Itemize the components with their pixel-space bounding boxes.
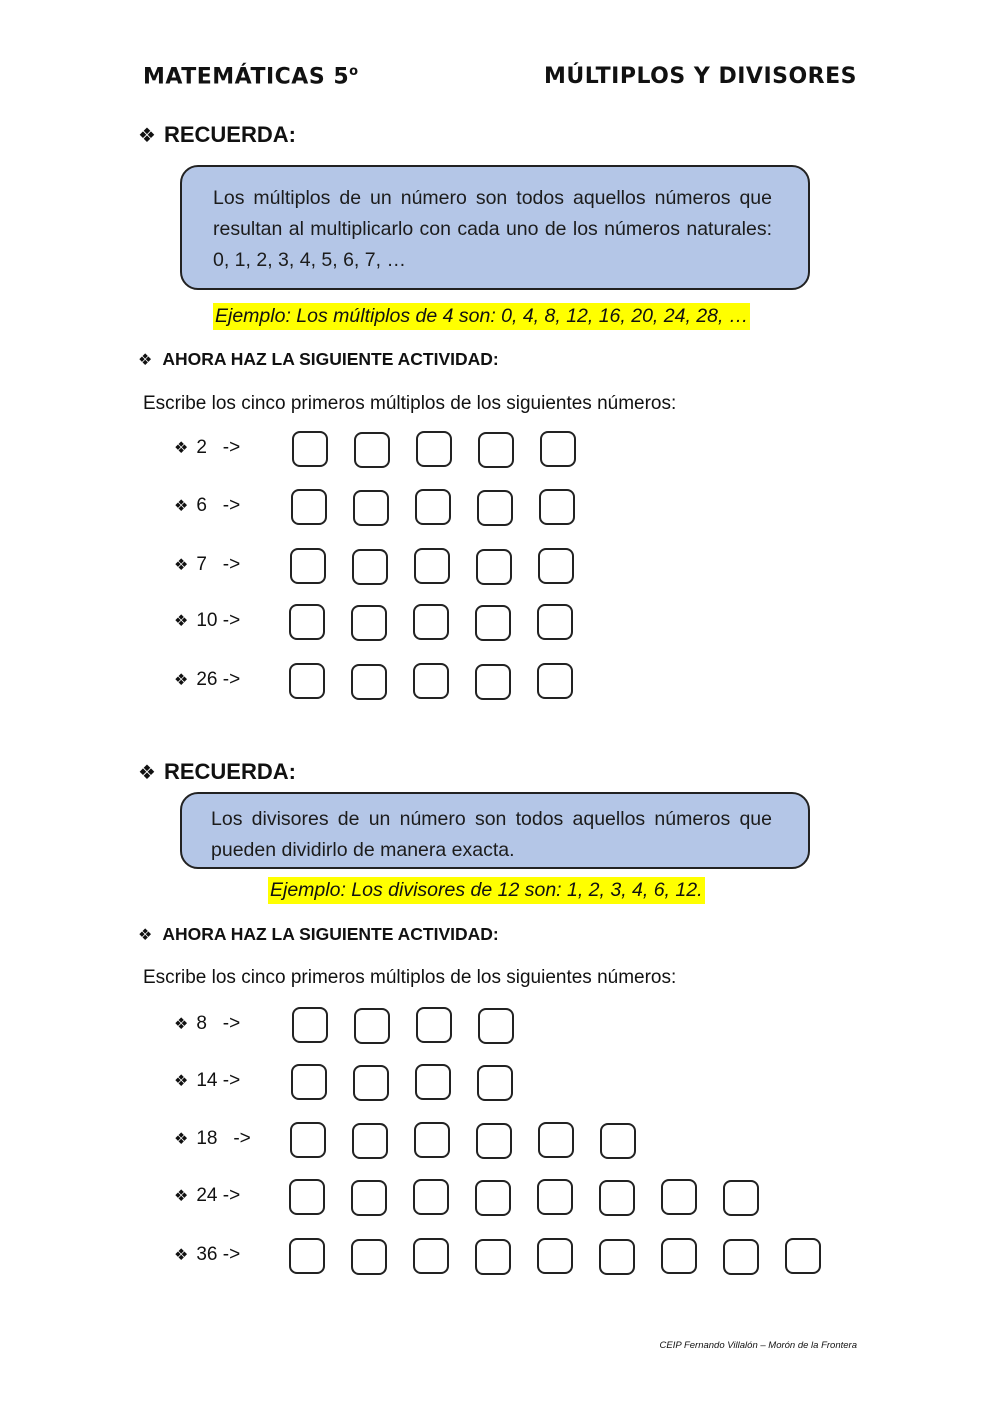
exercise-row-number: 6 -> — [196, 495, 241, 516]
section2-definition-box — [180, 792, 810, 869]
answer-box[interactable] — [290, 548, 326, 584]
exercise-row-number: 36 -> — [196, 1244, 241, 1265]
answer-box[interactable] — [353, 1065, 389, 1101]
answer-box[interactable] — [414, 1122, 450, 1158]
page-title-right: MÚLTIPLOS Y DIVISORES — [544, 64, 857, 89]
answer-box[interactable] — [537, 1238, 573, 1274]
answer-box[interactable] — [600, 1123, 636, 1159]
answer-box[interactable] — [352, 1123, 388, 1159]
answer-box[interactable] — [538, 1122, 574, 1158]
answer-box[interactable] — [537, 663, 573, 699]
section2-definition-text: Los divisores de un número son todos aquellos números que pueden dividirlo de manera exacta. — [211, 808, 772, 861]
answer-box[interactable] — [599, 1239, 635, 1275]
section2-recuerda-heading: ❖ RECUERDA: — [138, 759, 296, 784]
answer-box[interactable] — [537, 604, 573, 640]
four-diamond-bullet-icon: ❖ — [174, 1131, 189, 1148]
answer-box[interactable] — [723, 1180, 759, 1216]
exercise-row-number: 24 -> — [196, 1185, 241, 1206]
answer-box[interactable] — [540, 431, 576, 467]
answer-box[interactable] — [291, 1064, 327, 1100]
answer-box[interactable] — [292, 1007, 328, 1043]
answer-box[interactable] — [415, 489, 451, 525]
answer-box[interactable] — [413, 604, 449, 640]
answer-box[interactable] — [292, 431, 328, 467]
exercise-row-label — [174, 554, 240, 576]
section2-example: Ejemplo: Los divisores de 12 son: 1, 2, 3, 4, 6, 12. — [268, 877, 705, 904]
section1-activity-title: ❖ AHORA HAZ LA SIGUIENTE ACTIVIDAD: — [138, 349, 499, 369]
answer-box[interactable] — [475, 1180, 511, 1216]
exercise-row-number: 14 -> — [196, 1070, 241, 1091]
section2-instruction: Escribe los cinco primeros múltiplos de los siguientes números: — [143, 967, 677, 988]
four-diamond-bullet-icon: ❖ — [138, 125, 156, 147]
page-title-left: MATEMÁTICAS 5$^o$ — [143, 64, 359, 90]
answer-box[interactable] — [661, 1238, 697, 1274]
exercise-row-label — [174, 1185, 240, 1207]
section1-definition-text: Los múltiplos de un número son todos aquellos números que resultan al multiplicarlo con cada uno de los números naturales: 0, 1, 2, 3, 4, 5, 6, 7, … — [213, 187, 772, 271]
answer-box[interactable] — [477, 1065, 513, 1101]
exercise-row-number: 18 -> — [196, 1128, 251, 1149]
answer-box[interactable] — [723, 1239, 759, 1275]
four-diamond-bullet-icon: ❖ — [174, 613, 189, 630]
four-diamond-bullet-icon: ❖ — [138, 352, 153, 369]
answer-box[interactable] — [416, 1007, 452, 1043]
exercise-row-number: 7 -> — [196, 554, 241, 575]
answer-box[interactable] — [291, 489, 327, 525]
section1-definition-box — [180, 165, 810, 290]
answer-box[interactable] — [351, 1180, 387, 1216]
answer-box[interactable] — [354, 1008, 390, 1044]
answer-box[interactable] — [785, 1238, 821, 1274]
answer-box[interactable] — [289, 1179, 325, 1215]
exercise-row-number: 10 -> — [196, 610, 241, 631]
answer-box[interactable] — [478, 432, 514, 468]
answer-box[interactable] — [289, 1238, 325, 1274]
answer-box[interactable] — [289, 663, 325, 699]
answer-box[interactable] — [415, 1064, 451, 1100]
exercise-row-number: 2 -> — [196, 437, 241, 458]
four-diamond-bullet-icon: ❖ — [138, 762, 156, 784]
exercise-row-label — [174, 437, 240, 459]
answer-box[interactable] — [413, 1179, 449, 1215]
answer-box[interactable] — [476, 549, 512, 585]
four-diamond-bullet-icon: ❖ — [174, 1188, 189, 1205]
answer-box[interactable] — [476, 1123, 512, 1159]
four-diamond-bullet-icon: ❖ — [174, 672, 189, 689]
exercise-row-label — [174, 1013, 240, 1035]
answer-box[interactable] — [475, 605, 511, 641]
exercise-row-label — [174, 1128, 251, 1150]
exercise-row-label — [174, 1244, 240, 1266]
section2-activity-title: ❖ AHORA HAZ LA SIGUIENTE ACTIVIDAD: — [138, 924, 499, 944]
footer-school: CEIP Fernando Villalón – Morón de la Frontera — [659, 1340, 857, 1351]
exercise-row-number: 26 -> — [196, 669, 241, 690]
answer-box[interactable] — [351, 1239, 387, 1275]
section1-example: Ejemplo: Los múltiplos de 4 son: 0, 4, 8, 12, 16, 20, 24, 28, … — [213, 303, 750, 330]
answer-box[interactable] — [290, 1122, 326, 1158]
section1-instruction: Escribe los cinco primeros múltiplos de los siguientes números: — [143, 393, 677, 414]
answer-box[interactable] — [413, 663, 449, 699]
four-diamond-bullet-icon: ❖ — [174, 498, 189, 515]
answer-box[interactable] — [413, 1238, 449, 1274]
answer-box[interactable] — [539, 489, 575, 525]
exercise-row-label — [174, 1070, 240, 1092]
four-diamond-bullet-icon: ❖ — [174, 440, 189, 457]
four-diamond-bullet-icon: ❖ — [174, 1247, 189, 1264]
answer-box[interactable] — [416, 431, 452, 467]
answer-box[interactable] — [353, 490, 389, 526]
answer-box[interactable] — [289, 604, 325, 640]
answer-box[interactable] — [351, 664, 387, 700]
answer-box[interactable] — [352, 549, 388, 585]
answer-box[interactable] — [477, 490, 513, 526]
four-diamond-bullet-icon: ❖ — [138, 927, 153, 944]
answer-box[interactable] — [414, 548, 450, 584]
exercise-row-label — [174, 495, 240, 517]
four-diamond-bullet-icon: ❖ — [174, 557, 189, 574]
answer-box[interactable] — [478, 1008, 514, 1044]
answer-box[interactable] — [538, 548, 574, 584]
exercise-row-number: 8 -> — [196, 1013, 241, 1034]
four-diamond-bullet-icon: ❖ — [174, 1073, 189, 1090]
section1-recuerda-heading: ❖ RECUERDA: — [138, 122, 296, 147]
four-diamond-bullet-icon: ❖ — [174, 1016, 189, 1033]
answer-box[interactable] — [351, 605, 387, 641]
answer-box[interactable] — [661, 1179, 697, 1215]
exercise-row-label — [174, 669, 240, 691]
answer-box[interactable] — [537, 1179, 573, 1215]
exercise-row-label — [174, 610, 240, 632]
answer-box[interactable] — [354, 432, 390, 468]
answer-box[interactable] — [475, 1239, 511, 1275]
answer-box[interactable] — [475, 664, 511, 700]
answer-box[interactable] — [599, 1180, 635, 1216]
